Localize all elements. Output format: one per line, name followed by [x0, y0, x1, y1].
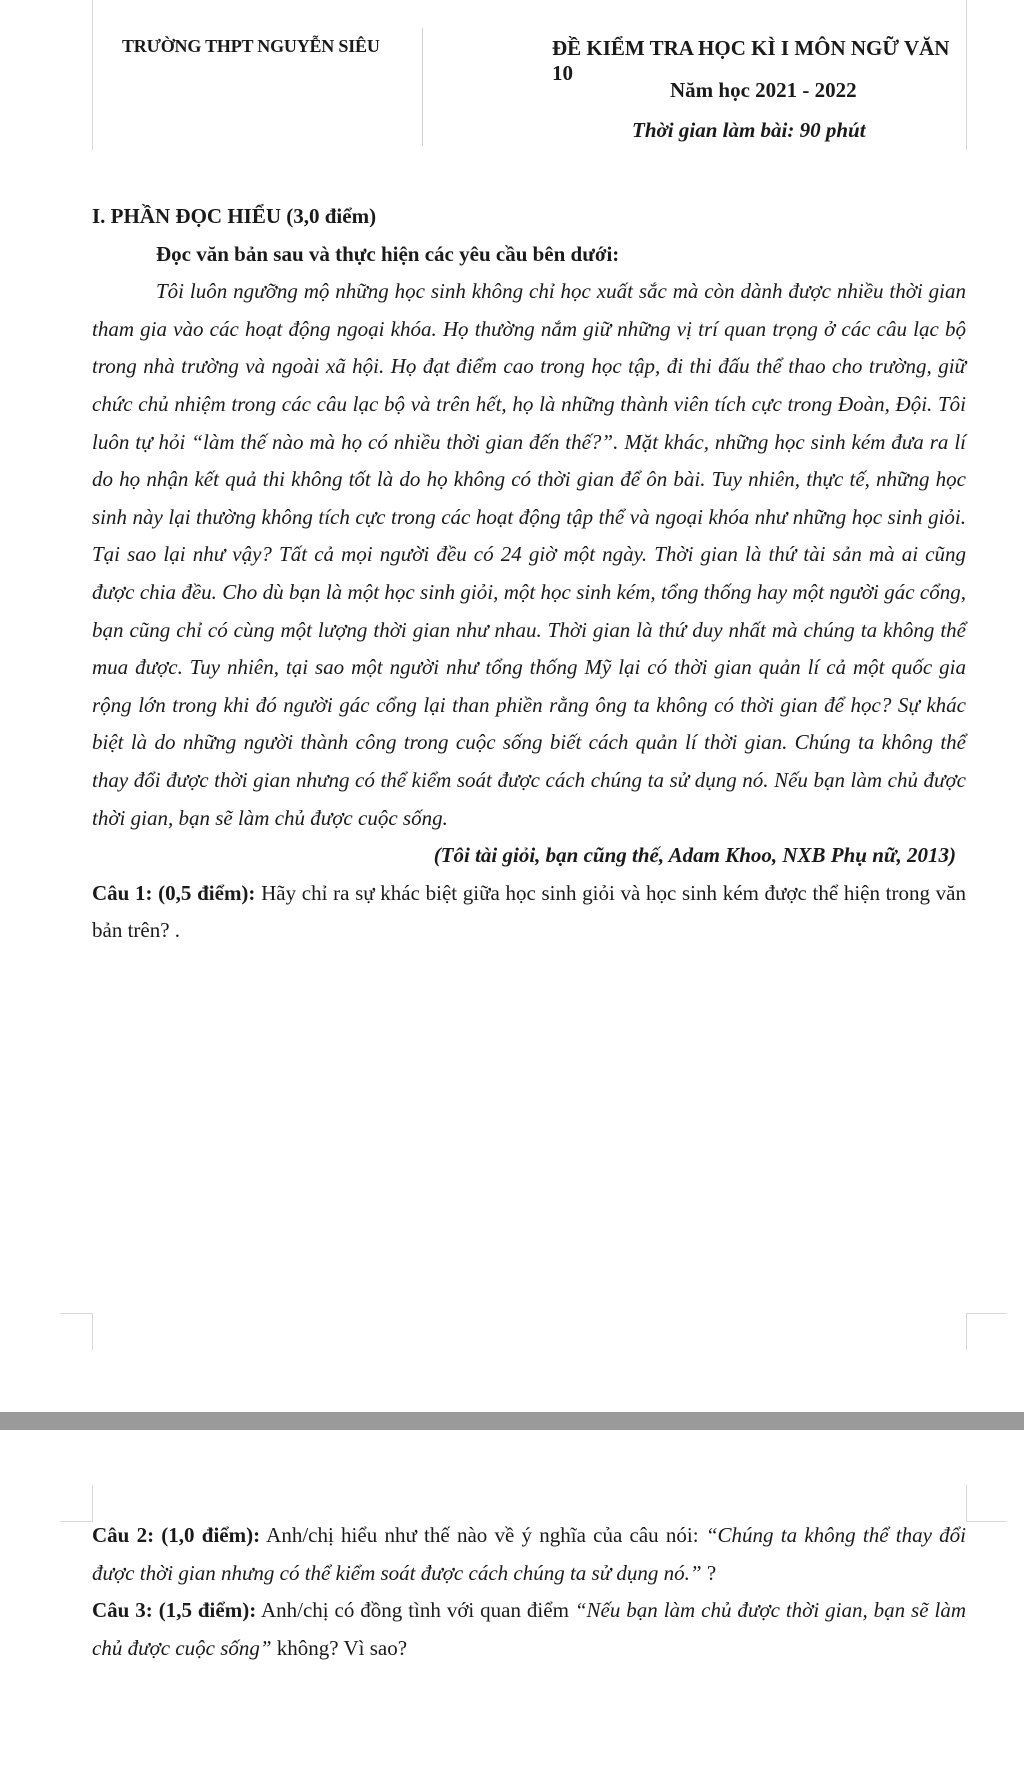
questions-continued [92, 1517, 966, 1667]
question-3-label: Câu 3: (1,5 điểm): [92, 1598, 257, 1623]
question-3-quote: “Nếu bạn làm chủ được thời gian, bạn sẽ làm chủ được cuộc sống” [92, 1598, 966, 1660]
school-name: TRƯỜNG THPT NGUYỄN SIÊU [122, 36, 380, 56]
reading-passage: Tôi luôn ngưỡng mộ những học sinh không chỉ học xuất sắc mà còn dành được nhiều thời gian tham gia vào các hoạt động ngoại khóa. Họ thường nắm giữ những vị trí quan trọng ở các câu lạc bộ trong nhà trường và ngoài xã hội. Họ đạt điểm cao trong học tập, đi thi đấu thể thao cho trường, giữ chức chủ nhiệm trong các câu lạc bộ và trên hết, họ là những thành viên tích cực trong Đoàn, Đội. Tôi luôn tự hỏi “làm thế nào mà họ có nhiều thời gian đến thế?”. Mặt khác, những học sinh kém đưa ra lí do họ nhận kết quả thi không tốt là do họ không có thời gian để ôn bài. Tuy nhiên, thực tế, những học sinh này lại thường không tích cực trong các hoạt động tập thể và ngoại khóa như những học sinh giỏi. Tại sao lại như vậy? Tất cả mọi người đều có 24 giờ một ngày. Thời gian là thứ tài sản mà ai cũng được chia đều. Cho dù bạn là một học sinh giỏi, một học sinh kém, tổng thống hay một người gác cổng, bạn cũng chỉ có cùng một lượng thời gian như nhau. Thời gian là thứ duy nhất mà chúng ta không thể mua được. Tuy nhiên, tại sao một người như tổng thống Mỹ lại có thời gian quản lí cả một quốc gia rộng lớn trong khi đó người gác cổng lại than phiền rằng ông ta không có thời gian để học? Sự khác biệt là do những người thành công trong cuộc sống biết cách quản lí thời gian. Chúng ta không thể thay đổi được thời gian nhưng có thể kiểm soát được cách chúng ta sử dụng nó. Nếu bạn làm chủ được thời gian, bạn sẽ làm chủ được cuộc sống. [92, 279, 966, 830]
question-2 [92, 1517, 966, 1592]
question-1 [92, 875, 966, 950]
question-3 [92, 1592, 966, 1667]
page-corner-mark [60, 1485, 93, 1522]
exam-title: ĐỀ KIỂM TRA HỌC KÌ I MÔN NGỮ VĂN 10 [552, 36, 950, 85]
reading-instruction: Đọc văn bản sau và thực hiện các yêu cầu bên dưới: [156, 241, 620, 266]
exam-duration: Thời gian làm bài: 90 phút [632, 118, 866, 142]
exam-header [92, 28, 972, 158]
question-2-label: Câu 2: (1,0 điểm): [92, 1523, 261, 1547]
page-corner-mark [966, 1313, 1007, 1350]
exam-page-2 [0, 1430, 1024, 1770]
question-2-quote: “Chúng ta không thể thay đổi được thời gian nhưng có thể kiểm soát được cách chúng ta sử dụng nó.” [92, 1523, 966, 1585]
page-gap [0, 1412, 1024, 1430]
reading-section [92, 198, 966, 950]
page-corner-mark [966, 1485, 1007, 1522]
question-3-tail: không? Vì sao? [271, 1635, 408, 1660]
question-2-text: Anh/chị hiểu như thế nào về ý nghĩa của câu nói: [260, 1523, 706, 1547]
header-divider [422, 28, 423, 146]
question-2-tail: ? [701, 1560, 717, 1585]
question-1-label: Câu 1: (0,5 điểm): [92, 880, 256, 905]
school-year: Năm học 2021 - 2022 [670, 78, 857, 102]
section-title: I. PHẦN ĐỌC HIỂU (3,0 điểm) [92, 204, 377, 228]
question-1-text: Hãy chỉ ra sự khác biệt giữa học sinh giỏi và học sinh kém được thể hiện trong văn bản trên? . [92, 880, 966, 943]
question-3-text: Anh/chị có đồng tình với quan điểm [256, 1598, 575, 1623]
page-corner-mark [60, 1313, 93, 1350]
passage-source: (Tôi tài giỏi, bạn cũng thế, Adam Khoo, NXB Phụ nữ, 2013) [433, 843, 956, 868]
